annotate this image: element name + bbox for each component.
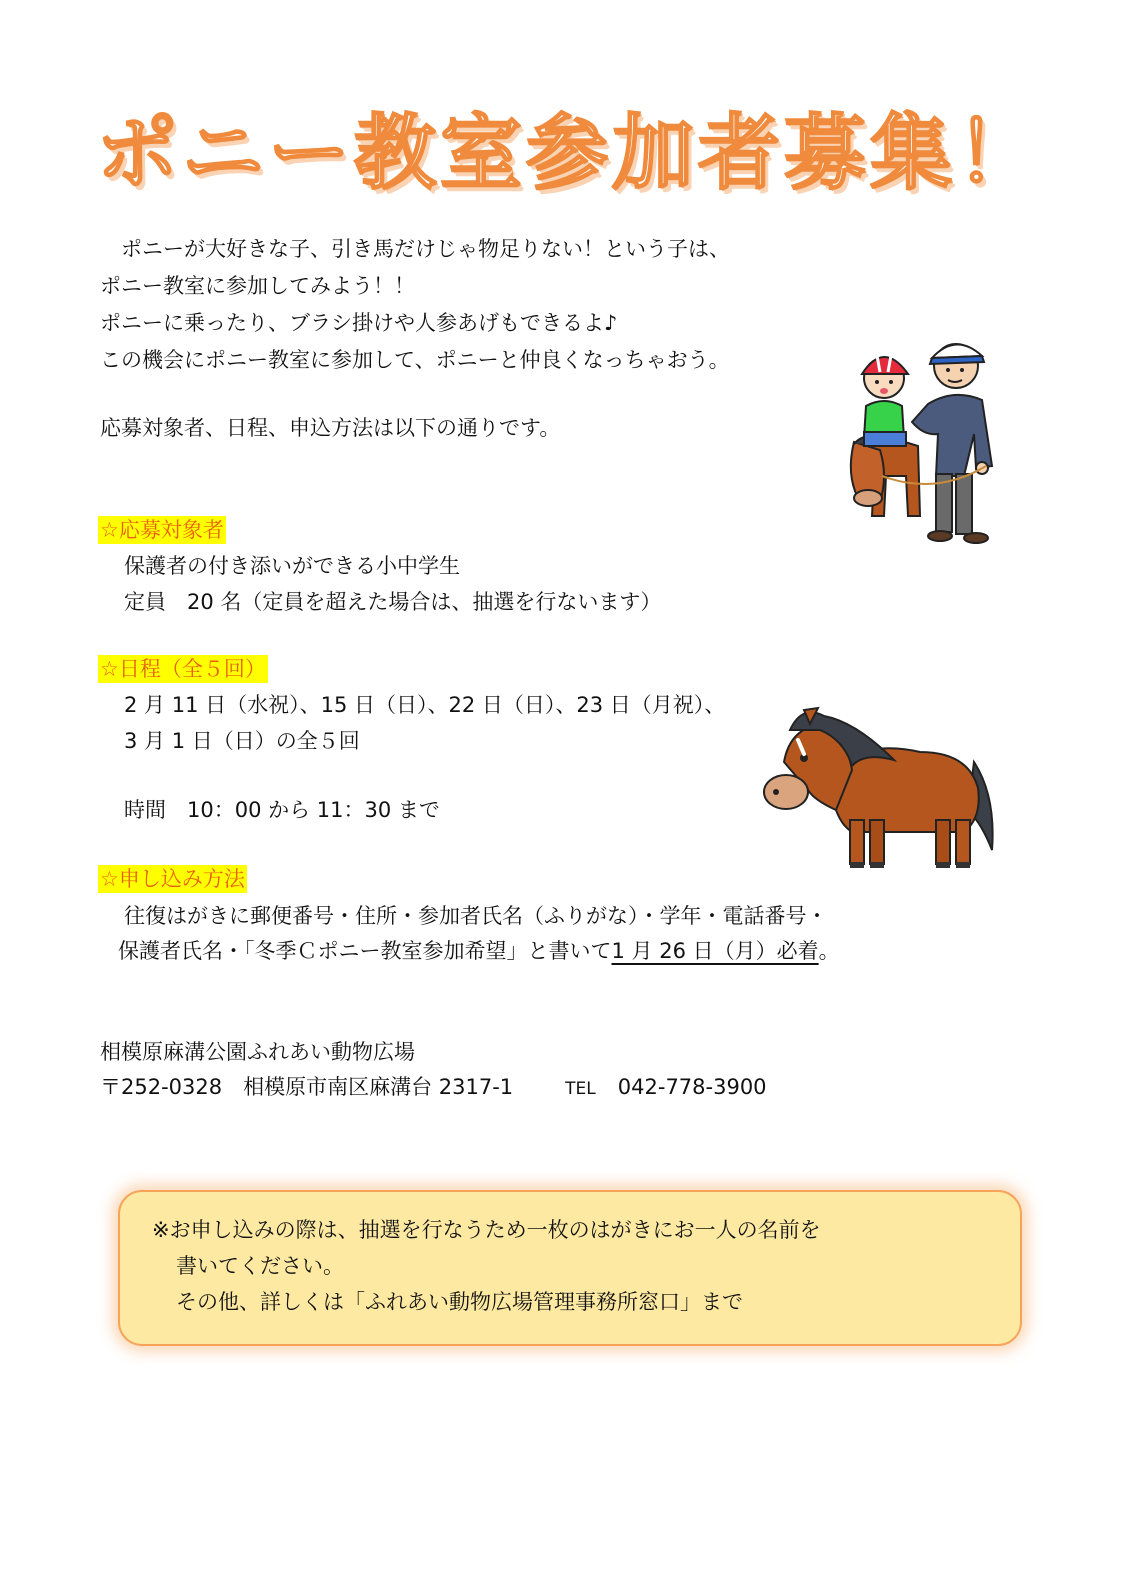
- contact-name: 相模原麻溝公園ふれあい動物広場: [100, 1040, 415, 1064]
- schedule-heading: ☆日程（全５回）: [100, 657, 266, 681]
- schedule-dates-1: 2 月 11 日（水祝）、15 日（日）、22 日（日）、23 日（月祝）、: [124, 693, 726, 717]
- application-heading: ☆申し込み方法: [100, 867, 245, 891]
- contact-tel: 042-778-3900: [617, 1075, 767, 1099]
- intro-line-2: ポニー教室に参加してみよう！！: [100, 274, 415, 298]
- application-line-2-prefix: 保護者氏名・「冬季Ｃポニー教室参加希望」と書いて: [118, 939, 612, 963]
- notice-line-3: その他、詳しくは「ふれあい動物広場管理事務所窓口」まで: [176, 1290, 743, 1314]
- application-deadline: 1 月 26 日（月）必着: [611, 939, 819, 963]
- adult-figure: [912, 344, 992, 543]
- schedule-dates-2: 3 月 1 日（日）の全５回: [124, 729, 360, 753]
- eligibility-line-1: 保護者の付き添いができる小中学生: [124, 554, 460, 578]
- eligibility-line-2: 定員 20 名（定員を超えた場合は、抽選を行ないます）: [124, 590, 662, 614]
- contact-address: 〒252-0328 相模原市南区麻溝台 2317-1: [100, 1075, 514, 1099]
- application-line-2-suffix: 。: [818, 939, 840, 963]
- intro-line-4: この機会にポニー教室に参加して、ポニーと仲良くなっちゃおう。: [100, 348, 730, 372]
- contact-address-line: [100, 1073, 767, 1103]
- page-title: ポニー教室参加者募集！: [95, 106, 1042, 201]
- notice-box: [118, 1190, 1022, 1346]
- child-figure: [862, 350, 908, 446]
- application-line-1: 往復はがきに郵便番号・住所・参加者氏名（ふりがな）・学年・電話番号・: [124, 904, 828, 928]
- application-line-2: [118, 937, 840, 965]
- eligibility-heading: ☆応募対象者: [100, 518, 224, 542]
- notice-line-1: ※お申し込みの際は、抽選を行なうため一枚のはがきにお一人の名前を: [152, 1218, 821, 1242]
- summary-text: 応募対象者、日程、申込方法は以下の通りです。: [100, 416, 561, 440]
- pony-illustration: [760, 700, 1008, 876]
- intro-line-1: ポニーが大好きな子、引き馬だけじゃ物足りない！という子は、: [100, 237, 730, 261]
- child-riding-pony-illustration: [836, 326, 1006, 552]
- notice-line-2: 書いてください。: [176, 1254, 344, 1278]
- intro-line-3: ポニーに乗ったり、ブラシ掛けや人参あげもできるよ♪: [100, 311, 618, 335]
- contact-tel-label: TEL: [565, 1079, 596, 1099]
- schedule-time: 時間 10：00 から 11：30 まで: [124, 798, 440, 822]
- pony-muzzle: [764, 775, 808, 809]
